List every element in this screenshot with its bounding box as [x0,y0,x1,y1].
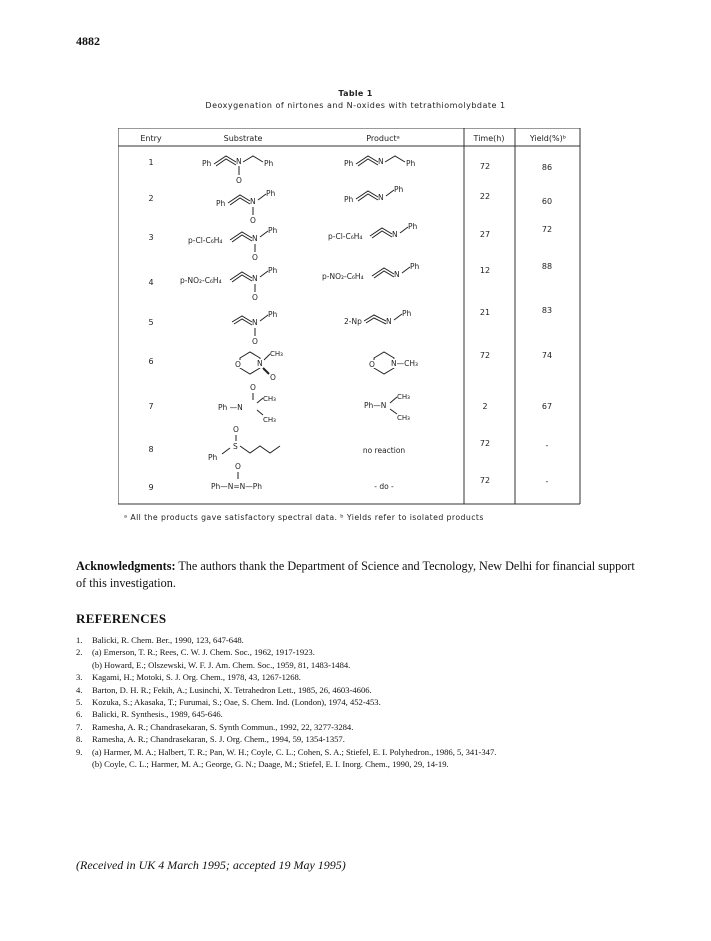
substrate-structure-7 [218,383,276,424]
svg-text:Ph: Ph [344,195,354,204]
product-structure-5 [344,309,412,326]
yield-value: 74 [541,351,553,360]
svg-text:Ph—N: Ph—N [364,401,387,410]
svg-text:Ph: Ph [408,222,418,231]
svg-text:p-Cl-C₆H₄: p-Cl-C₆H₄ [188,236,223,245]
svg-text:S: S [233,442,238,451]
entry-number: 7 [148,402,154,411]
entry-number: 5 [148,318,154,327]
svg-text:O: O [270,373,276,382]
reference-item: 4. Barton, D. H. R.; Fekih, A.; Lusinchi, X. Tetrahedron Lett., 1985, 26, 4603-4606. [76,684,372,695]
entry-number: 4 [148,278,154,287]
svg-text:N: N [394,270,400,279]
yield-value: 67 [541,402,553,411]
svg-text:Ph: Ph [216,199,226,208]
references-list [76,634,676,770]
substrate-structure-2 [216,189,276,225]
svg-text:Ph: Ph [202,159,212,168]
svg-text:O: O [252,293,258,302]
acknowledgments [76,558,640,592]
svg-text:p-NO₂-C₆H₄: p-NO₂-C₆H₄ [180,276,222,285]
product-text: - do - [374,482,394,491]
references-heading: REFERENCES [76,611,167,626]
yield-value: 88 [541,262,553,271]
svg-text:N: N [378,157,384,166]
reference-item: 5. Kozuka, S.; Akasaka, T.; Furumai, S.; Oae, S. Chem. Ind. (London), 1974, 452-453. [76,697,381,708]
reference-item: 2. (a) Emerson, T. R.; Rees, C. W. J. Chem. Soc., 1962, 1917-1923. [76,647,315,658]
svg-text:Ph: Ph [268,266,278,275]
substrate-structure-1 [202,156,274,185]
substrate-structure-6 [235,350,283,382]
header-product: Productᵃ [366,134,400,143]
product-structure-4 [322,262,420,281]
svg-text:Ph: Ph [268,226,278,235]
substrate-structure-4 [180,266,278,302]
substrate-structure-8 [208,425,280,462]
svg-text:Ph —N: Ph —N [218,403,243,412]
svg-text:Ph: Ph [410,262,420,271]
yield-value: 60 [541,197,553,206]
product-structure-2 [344,185,404,204]
substrate-structure-5 [232,310,278,346]
product-structure-7 [364,393,410,422]
svg-text:CH₃: CH₃ [397,393,410,401]
svg-text:CH₃: CH₃ [263,416,276,424]
time-value: 22 [479,192,491,201]
svg-text:O: O [369,360,375,369]
results-table [118,128,584,506]
yield-value: 83 [541,306,553,315]
yield-value: - [545,441,549,450]
product-text: no reaction [362,446,406,455]
svg-text:O: O [250,216,256,225]
svg-text:O: O [252,337,258,346]
entry-number: 2 [148,194,154,203]
reference-item: (b) Coyle, C. L.; Harmer, M. A.; George, G. N.; Daage, M.; Stiefel, E. I. Inorg. Chem., 1990, 29, 14-19. [92,759,449,770]
table-title: Table 1 [338,89,373,98]
svg-text:N: N [392,230,398,239]
svg-text:CH₃: CH₃ [397,414,410,422]
entry-number: 3 [148,233,154,242]
svg-text:O: O [252,253,258,262]
page-number: 4882 [76,34,100,48]
svg-text:O: O [235,462,241,471]
received-dates: (Received in UK 4 March 1995; accepted 19 May 1995) [76,858,346,872]
product-structure-1 [344,156,416,168]
substrate-structure-9 [211,462,262,491]
reference-item: 7. Ramesha, A. R.; Chandrasekaran, S. Synth Commun., 1992, 22, 3277-3284. [76,721,354,732]
svg-text:N: N [378,193,384,202]
svg-text:2-Np: 2-Np [344,317,362,326]
entry-number: 6 [148,357,154,366]
product-structure-6 [369,352,418,374]
svg-text:N: N [252,274,258,283]
svg-text:N: N [257,359,263,368]
svg-text:Ph: Ph [394,185,404,194]
svg-text:N: N [236,157,242,166]
substrate-structure-3 [188,226,278,262]
time-value: 72 [479,351,491,360]
yield-value: 72 [541,225,553,234]
time-value: 72 [479,476,491,485]
reference-item: 6. Balicki, R. Synthesis., 1989, 645-646. [76,709,223,720]
product-structure-3 [328,222,418,241]
reference-item: (b) Howard, E.; Olszewski, W. F. J. Am. Chem. Soc., 1959, 81, 1483-1484. [92,659,351,670]
svg-text:O: O [235,360,241,369]
reference-item: 8. Ramesha, A. R.; Chandrasekaran, S. J. Org. Chem., 1994, 59, 1354-1357. [76,734,345,745]
reference-item: 3. Kagami, H.; Motoki, S. J. Org. Chem., 1978, 43, 1267-1268. [76,672,301,683]
svg-text:N: N [250,197,256,206]
svg-text:Ph: Ph [208,453,218,462]
svg-text:Ph: Ph [264,159,274,168]
yield-value: - [545,477,549,486]
yield-value: 86 [541,163,553,172]
time-value: 2 [482,402,488,411]
table-caption: Deoxygenation of nirtones and N-oxides with tetrathiomolybdate 1 [205,101,506,110]
time-value: 27 [479,230,491,239]
svg-text:O: O [236,176,242,185]
time-value: 72 [479,162,491,171]
svg-text:N: N [386,317,392,326]
svg-text:p-Cl-C₆H₄: p-Cl-C₆H₄ [328,232,363,241]
header-time: Time(h) [473,134,505,143]
svg-text:Ph: Ph [402,309,412,318]
entry-number: 8 [148,445,154,454]
svg-text:Ph: Ph [406,159,416,168]
header-entry: Entry [140,134,162,143]
svg-text:CH₃: CH₃ [270,350,283,358]
entry-number: 9 [148,483,154,492]
svg-text:Ph: Ph [344,159,354,168]
svg-text:O: O [233,425,239,434]
svg-text:N: N [252,234,258,243]
reference-item: 9. (a) Harmer, M. A.; Halbert, T. R.; Pan, W. H.; Coyle, C. L.; Cohen, S. A.; Stiefel, E. I. Polyhedron., 1986, 5, 341-347. [76,746,497,757]
svg-text:N—CH₃: N—CH₃ [391,359,418,368]
acknowledgments-text: The authors thank the Department of Science and Tecnology, New Delhi for financial support of this investigation. [76,559,635,590]
svg-text:Ph: Ph [268,310,278,319]
table-footnote: ᵃ All the products gave satisfactory spectral data. ᵇ Yields refer to isolated products [124,513,484,522]
header-substrate: Substrate [223,134,263,143]
acknowledgments-heading: Acknowledgments: [76,559,176,573]
svg-text:O: O [250,383,256,392]
entry-number: 1 [148,158,154,167]
svg-text:N: N [252,318,258,327]
reference-item: 1. Balicki, R. Chem. Ber., 1990, 123, 647-648. [76,635,244,645]
svg-text:CH₃: CH₃ [263,395,276,403]
svg-text:p-NO₂-C₆H₄: p-NO₂-C₆H₄ [322,272,364,281]
time-value: 21 [479,308,491,317]
time-value: 12 [479,266,491,275]
time-value: 72 [479,439,491,448]
header-yield: Yield(%)ᵇ [529,134,567,143]
svg-text:Ph: Ph [266,189,276,198]
svg-text:Ph—N=N—Ph: Ph—N=N—Ph [211,482,263,491]
